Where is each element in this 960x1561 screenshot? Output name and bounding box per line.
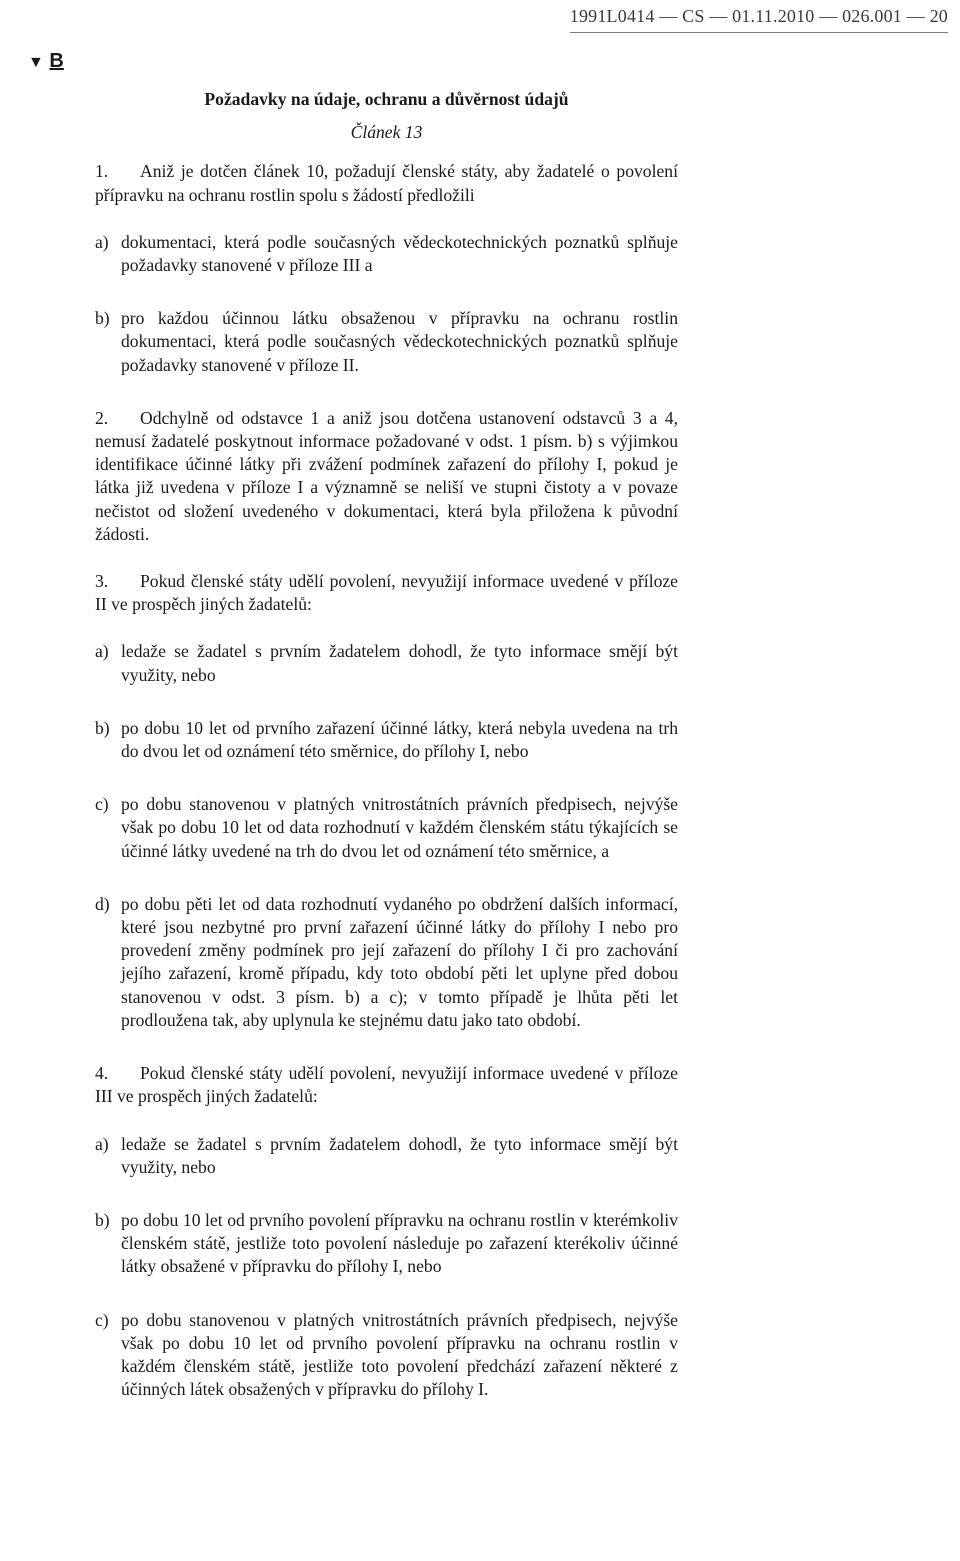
item-text: ledaže se žadatel s prvním žadatelem dohodl, že tyto informace smějí být využity, nebo <box>121 641 678 685</box>
list-item-3c <box>95 793 678 863</box>
paragraph-4 <box>95 1062 678 1108</box>
paragraph-text: Odchylně od odstavce 1 a aniž jsou dotčena ustanovení odstavců 3 a 4, nemusí žadatelé poskytnout informace požadované v odst. 1 písm. b) s výjimkou identifikace účinné látky při zvážení podmínek zařazení do přílohy I, pokud je látka již uvedena v příloze I a významně se neliší ve stupni čistoty a v povaze nečistot od složení uvedeného v dokumentaci, která byla přiložena k původní žádosti. <box>95 407 678 544</box>
running-header: 1991L0414 — CS — 01.11.2010 — 026.001 — 20 <box>570 6 948 33</box>
paragraph-2 <box>95 407 678 546</box>
item-label: a) <box>95 641 109 662</box>
item-text: po dobu 10 let od prvního zařazení účinné látky, která nebyla uvedena na trh do dvou let od oznámení této směrnice, do přílohy I, nebo <box>121 717 678 762</box>
list-item-1b <box>95 307 678 377</box>
item-label: c) <box>95 794 109 815</box>
item-text: pro každou účinnou látku obsaženou v přípravku na ochranu rostlin dokumentaci, která podle současných vědeckotechnických poznatků splňuje požadavky stanovené v příloze II. <box>121 308 678 375</box>
item-label: c) <box>95 1309 109 1330</box>
item-label: b) <box>95 1209 110 1230</box>
item-text: ledaže se žadatel s prvním žadatelem dohodl, že tyto informace smějí být využity, nebo <box>121 1133 678 1177</box>
paragraph-3 <box>95 570 678 616</box>
item-label: a) <box>95 231 109 252</box>
list-item-1a <box>95 231 678 277</box>
list-item-4c <box>95 1309 678 1402</box>
section-title: Požadavky na údaje, ochranu a důvěrnost údajů <box>204 89 569 109</box>
document-body <box>95 88 678 1431</box>
paragraph-text: Aniž je dotčen článek 10, požadují členské státy, aby žadatelé o povolení přípravku na ochranu rostlin spolu s žádostí předložili <box>95 161 678 205</box>
paragraph-number: 2. <box>95 407 109 428</box>
paragraph-number: 4. <box>95 1063 109 1084</box>
item-text: po dobu pěti let od data rozhodnutí vydaného po obdržení dalších informací, které jsou nezbytné pro první zařazení účinné látky do přílohy I nebo pro provedení změny podmínek pro její zařazení do přílohy I či pro zachování jejího zařazení, kromě případu, kdy toto období pěti let uplyne před dobou stanovenou v odst. 3 písm. b) a c); v tomto případě je lhůta pěti let prodloužena tak, aby uplynula ke stejnému datu jako tato období. <box>121 893 678 1030</box>
marker-label: B <box>49 50 64 72</box>
paragraph-number: 1. <box>95 161 109 182</box>
list-item-4b <box>95 1209 678 1279</box>
item-text: po dobu 10 let od prvního povolení přípravku na ochranu rostlin v kterémkoliv členském státě, jestliže toto povolení následuje po zařazení kterékoliv účinné látky obsažené v přípravku do přílohy I, nebo <box>121 1209 678 1277</box>
paragraph-text: Pokud členské státy udělí povolení, nevyužijí informace uvedené v příloze III ve prospěch jiných žadatelů: <box>95 1063 678 1107</box>
item-text: po dobu stanovenou v platných vnitrostátních právních předpisech, nejvýše však po dobu 10 let od data rozhodnutí v každém členském státu týkajících se účinné látky uvedené na trh do dvou let od oznámení této směrnice, a <box>121 794 678 861</box>
amendment-marker <box>28 50 64 73</box>
paragraph-number: 3. <box>95 571 109 592</box>
list-item-3a <box>95 640 678 686</box>
triangle-down-icon: ▼ <box>28 54 44 71</box>
list-item-3b <box>95 717 678 763</box>
article-heading: Článek 13 <box>350 122 423 143</box>
item-label: a) <box>95 1133 109 1154</box>
list-item-3d <box>95 893 678 1032</box>
paragraph-1 <box>95 160 678 206</box>
item-text: dokumentaci, která podle současných vědeckotechnických poznatků splňuje požadavky stanovené v příloze III a <box>121 231 678 276</box>
item-label: b) <box>95 308 110 329</box>
item-label: b) <box>95 717 110 738</box>
paragraph-text: Pokud členské státy udělí povolení, nevyužijí informace uvedené v příloze II ve prospěch jiných žadatelů: <box>95 571 678 615</box>
item-label: d) <box>95 893 110 914</box>
list-item-4a <box>95 1133 678 1179</box>
item-text: po dobu stanovenou v platných vnitrostátních právních předpisech, nejvýše však po dobu 10 let od prvního povolení přípravku na ochranu rostlin v každém členském státě, jestliže toto povolení předchází zařazení některé z účinných látek obsažených v přípravku do přílohy I. <box>121 1309 678 1400</box>
